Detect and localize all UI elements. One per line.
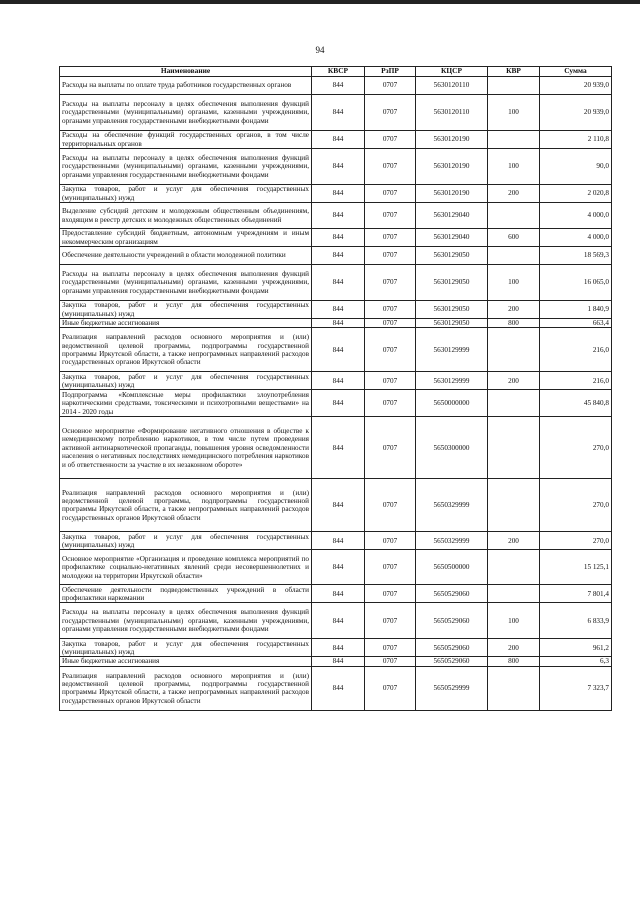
row-kvr-cell (488, 417, 540, 479)
col-header-kcsr: КЦСР (416, 67, 488, 77)
row-kvsr-cell: 844 (312, 603, 365, 639)
row-kvsr-cell: 844 (312, 77, 365, 95)
row-name-cell: Обеспечение деятельности учреждений в области молодежной политики (60, 247, 312, 265)
row-name-cell: Расходы на выплаты по оплате труда работников государственных органов (60, 77, 312, 95)
row-sum-cell: 663,4 (540, 319, 612, 328)
table-row (60, 372, 612, 390)
row-kvsr-cell: 844 (312, 585, 365, 603)
row-rzpr-cell: 0707 (365, 301, 416, 319)
row-kvr-cell (488, 131, 540, 149)
row-kvsr-cell: 844 (312, 390, 365, 417)
row-kvsr-cell: 844 (312, 301, 365, 319)
row-name-cell: Реализация направлений расходов основного мероприятия и (или) ведомственной целевой программы, подпрограммы государственной программы Иркутской области, а также непрограммных направлений расходов государственных органов Иркутской области (60, 328, 312, 372)
col-header-sum: Сумма (540, 67, 612, 77)
row-sum-cell: 20 939,0 (540, 95, 612, 131)
row-rzpr-cell: 0707 (365, 319, 416, 328)
row-name-cell: Реализация направлений расходов основного мероприятия и (или) ведомственной целевой программы, подпрограммы государственной программы Иркутской области, а также непрограммных направлений расходов государственных органов Иркутской области (60, 666, 312, 710)
table-row (60, 131, 612, 149)
row-rzpr-cell: 0707 (365, 95, 416, 131)
row-kvsr-cell: 844 (312, 666, 365, 710)
row-rzpr-cell: 0707 (365, 666, 416, 710)
row-kvsr-cell: 844 (312, 203, 365, 229)
row-rzpr-cell: 0707 (365, 131, 416, 149)
row-kvsr-cell: 844 (312, 185, 365, 203)
row-kcsr-cell: 5630129050 (416, 319, 488, 328)
row-sum-cell: 270,0 (540, 532, 612, 550)
row-kvr-cell: 200 (488, 532, 540, 550)
row-sum-cell: 18 569,3 (540, 247, 612, 265)
row-kvr-cell: 800 (488, 657, 540, 666)
row-rzpr-cell: 0707 (365, 265, 416, 301)
row-sum-cell: 961,2 (540, 639, 612, 657)
row-rzpr-cell: 0707 (365, 657, 416, 666)
table-row (60, 603, 612, 639)
row-kcsr-cell: 5630129050 (416, 247, 488, 265)
row-name-cell: Выделение субсидий детским и молодежным общественным объединениям, входящим в реестр детских и молодежных общественных объединений (60, 203, 312, 229)
row-kvsr-cell: 844 (312, 247, 365, 265)
row-rzpr-cell: 0707 (365, 149, 416, 185)
table-row (60, 417, 612, 479)
table-row (60, 479, 612, 532)
table-row (60, 319, 612, 328)
row-name-cell: Иные бюджетные ассигнования (60, 319, 312, 328)
page-number: 94 (315, 45, 325, 55)
table-row (60, 639, 612, 657)
row-kvsr-cell: 844 (312, 149, 365, 185)
row-kvr-cell (488, 479, 540, 532)
row-kcsr-cell: 5630129050 (416, 265, 488, 301)
table-row (60, 550, 612, 585)
row-name-cell: Иные бюджетные ассигнования (60, 657, 312, 666)
scan-top-border (0, 0, 640, 4)
row-kvsr-cell: 844 (312, 265, 365, 301)
row-sum-cell: 6 833,9 (540, 603, 612, 639)
table-row (60, 657, 612, 666)
row-kcsr-cell: 5650529060 (416, 603, 488, 639)
row-name-cell: Закупка товаров, работ и услуг для обеспечения государственных (муниципальных) нужд (60, 185, 312, 203)
row-kcsr-cell: 5630120190 (416, 131, 488, 149)
row-sum-cell: 45 840,8 (540, 390, 612, 417)
table-row (60, 301, 612, 319)
row-kvr-cell: 200 (488, 185, 540, 203)
row-name-cell: Подпрограмма «Комплексные меры профилактики злоупотребления наркотическими средствами, токсическими и психотропными веществами» на 2014 - 2020 годы (60, 390, 312, 417)
row-kvsr-cell: 844 (312, 328, 365, 372)
row-kcsr-cell: 5650500000 (416, 550, 488, 585)
row-kcsr-cell: 5650529060 (416, 657, 488, 666)
table-header-row (60, 67, 612, 77)
row-kcsr-cell: 5650329999 (416, 532, 488, 550)
row-sum-cell: 7 801,4 (540, 585, 612, 603)
row-name-cell: Реализация направлений расходов основного мероприятия и (или) ведомственной целевой программы, подпрограммы государственной программы Иркутской области, а также непрограммных направлений расходов государственных органов Иркутской области (60, 479, 312, 532)
row-name-cell: Расходы на выплаты персоналу в целях обеспечения выполнения функций государственными (муниципальными) органами, казенными учреждениями, органами управления государственными внебюджетными фондами (60, 149, 312, 185)
row-rzpr-cell: 0707 (365, 390, 416, 417)
row-rzpr-cell: 0707 (365, 639, 416, 657)
row-name-cell: Расходы на выплаты персоналу в целях обеспечения выполнения функций государственными (муниципальными) органами, казенными учреждениями, органами управления государственными внебюджетными фондами (60, 95, 312, 131)
row-sum-cell: 4 000,0 (540, 229, 612, 247)
table-row (60, 390, 612, 417)
table-row (60, 265, 612, 301)
table-row (60, 77, 612, 95)
row-kvsr-cell: 844 (312, 479, 365, 532)
row-sum-cell: 2 110,8 (540, 131, 612, 149)
row-kcsr-cell: 5630129999 (416, 328, 488, 372)
col-header-kvsr: КВСР (312, 67, 365, 77)
row-sum-cell: 270,0 (540, 417, 612, 479)
row-kcsr-cell: 5650329999 (416, 479, 488, 532)
row-rzpr-cell: 0707 (365, 247, 416, 265)
row-kvsr-cell: 844 (312, 657, 365, 666)
row-sum-cell: 4 000,0 (540, 203, 612, 229)
row-sum-cell: 15 125,1 (540, 550, 612, 585)
row-name-cell: Расходы на обеспечение функций государственных органов, в том числе территориальных органов (60, 131, 312, 149)
row-name-cell: Закупка товаров, работ и услуг для обеспечения государственных (муниципальных) нужд (60, 532, 312, 550)
row-kvr-cell: 100 (488, 265, 540, 301)
row-kcsr-cell: 5630129050 (416, 301, 488, 319)
budget-table (59, 66, 612, 711)
row-sum-cell: 216,0 (540, 328, 612, 372)
row-sum-cell: 16 065,0 (540, 265, 612, 301)
row-kvr-cell: 800 (488, 319, 540, 328)
table-row (60, 229, 612, 247)
row-rzpr-cell: 0707 (365, 77, 416, 95)
row-rzpr-cell: 0707 (365, 479, 416, 532)
row-kvsr-cell: 844 (312, 550, 365, 585)
row-kvr-cell: 100 (488, 149, 540, 185)
row-rzpr-cell: 0707 (365, 417, 416, 479)
row-kvr-cell (488, 328, 540, 372)
row-kcsr-cell: 5630120190 (416, 185, 488, 203)
row-kcsr-cell: 5650529999 (416, 666, 488, 710)
row-name-cell: Расходы на выплаты персоналу в целях обеспечения выполнения функций государственными (муниципальными) органами, казенными учреждениями, органами управления государственными внебюджетными фондами (60, 603, 312, 639)
col-header-rzpr: РзПР (365, 67, 416, 77)
row-name-cell: Обеспечение деятельности подведомственных учреждений в области профилактики наркомании (60, 585, 312, 603)
row-rzpr-cell: 0707 (365, 328, 416, 372)
row-kcsr-cell: 5630120110 (416, 77, 488, 95)
row-kvr-cell: 200 (488, 301, 540, 319)
table-row (60, 328, 612, 372)
row-kvr-cell: 200 (488, 639, 540, 657)
row-name-cell: Закупка товаров, работ и услуг для обеспечения государственных (муниципальных) нужд (60, 639, 312, 657)
row-kcsr-cell: 5650000000 (416, 390, 488, 417)
row-kvsr-cell: 844 (312, 372, 365, 390)
table-row (60, 247, 612, 265)
row-kvr-cell (488, 585, 540, 603)
row-kcsr-cell: 5650529060 (416, 585, 488, 603)
row-rzpr-cell: 0707 (365, 203, 416, 229)
col-header-name: Наименование (60, 67, 312, 77)
col-header-kvr: КВР (488, 67, 540, 77)
row-kcsr-cell: 5630129999 (416, 372, 488, 390)
row-kvsr-cell: 844 (312, 229, 365, 247)
row-kvr-cell: 100 (488, 603, 540, 639)
row-kcsr-cell: 5630120190 (416, 149, 488, 185)
row-rzpr-cell: 0707 (365, 603, 416, 639)
table-row (60, 585, 612, 603)
row-kcsr-cell: 5630120110 (416, 95, 488, 131)
table-row (60, 666, 612, 710)
row-kvsr-cell: 844 (312, 639, 365, 657)
row-rzpr-cell: 0707 (365, 185, 416, 203)
table-row (60, 203, 612, 229)
row-kcsr-cell: 5650300000 (416, 417, 488, 479)
row-kvr-cell: 100 (488, 95, 540, 131)
row-kvr-cell (488, 203, 540, 229)
row-kvr-cell: 200 (488, 372, 540, 390)
row-kvr-cell: 600 (488, 229, 540, 247)
table-row (60, 185, 612, 203)
row-sum-cell: 90,0 (540, 149, 612, 185)
table-row (60, 95, 612, 131)
row-rzpr-cell: 0707 (365, 229, 416, 247)
row-name-cell: Закупка товаров, работ и услуг для обеспечения государственных (муниципальных) нужд (60, 372, 312, 390)
row-sum-cell: 20 939,0 (540, 77, 612, 95)
row-sum-cell: 1 840,9 (540, 301, 612, 319)
row-kvr-cell (488, 77, 540, 95)
row-kvsr-cell: 844 (312, 417, 365, 479)
row-rzpr-cell: 0707 (365, 550, 416, 585)
row-kvr-cell (488, 550, 540, 585)
row-rzpr-cell: 0707 (365, 372, 416, 390)
row-kvr-cell (488, 390, 540, 417)
row-rzpr-cell: 0707 (365, 532, 416, 550)
row-name-cell: Расходы на выплаты персоналу в целях обеспечения выполнения функций государственными (муниципальными) органами, казенными учреждениями, органами управления государственными внебюджетными фондами (60, 265, 312, 301)
row-sum-cell: 6,3 (540, 657, 612, 666)
row-kvsr-cell: 844 (312, 131, 365, 149)
row-sum-cell: 216,0 (540, 372, 612, 390)
table-row (60, 532, 612, 550)
row-kvsr-cell: 844 (312, 319, 365, 328)
row-kvsr-cell: 844 (312, 95, 365, 131)
table-body (60, 77, 612, 711)
row-name-cell: Закупка товаров, работ и услуг для обеспечения государственных (муниципальных) нужд (60, 301, 312, 319)
row-kvr-cell (488, 247, 540, 265)
row-sum-cell: 7 323,7 (540, 666, 612, 710)
row-sum-cell: 2 020,8 (540, 185, 612, 203)
row-kcsr-cell: 5630129040 (416, 229, 488, 247)
row-sum-cell: 270,0 (540, 479, 612, 532)
row-rzpr-cell: 0707 (365, 585, 416, 603)
row-name-cell: Основное мероприятие «Формирование негативного отношения в обществе к немедицинскому потреблению наркотиков, в том числе путем проведения активной антинаркотической пропаганды, повышения уровня осведомленности населения о негативных последствиях немедицинского потребления наркотиков и об ответственности за участие в их незаконном обороте» (60, 417, 312, 479)
row-kvsr-cell: 844 (312, 532, 365, 550)
row-name-cell: Основное мероприятие «Организация и проведение комплекса мероприятий по профилактике социально-негативных явлений среди несовершеннолетних и молодежи на территории Иркутской области» (60, 550, 312, 585)
row-kcsr-cell: 5630129040 (416, 203, 488, 229)
row-kvr-cell (488, 666, 540, 710)
row-name-cell: Предоставление субсидий бюджетным, автономным учреждениям и иным некоммерческим организациям (60, 229, 312, 247)
row-kcsr-cell: 5650529060 (416, 639, 488, 657)
table-row (60, 149, 612, 185)
